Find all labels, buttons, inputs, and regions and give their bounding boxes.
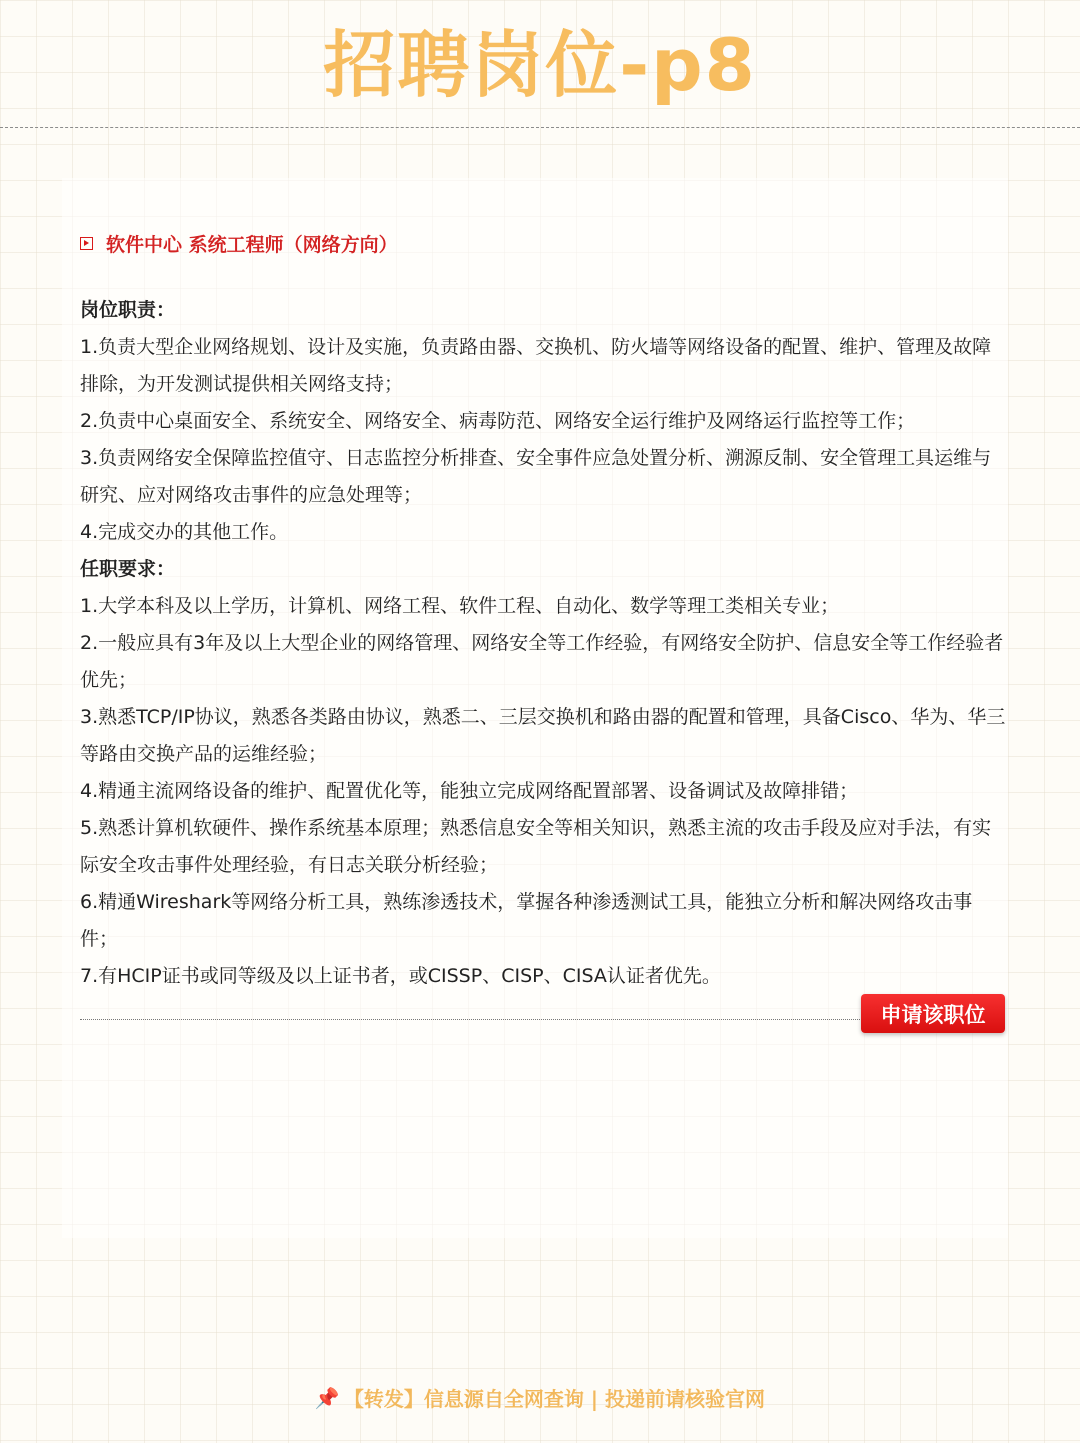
requirement-item: 6.精通Wireshark等网络分析工具，熟练渗透技术，掌握各种渗透测试工具，能独立分析和解决网络攻击事件； <box>80 891 973 950</box>
requirement-item: 3.熟悉TCP/IP协议，熟悉各类路由协议，熟悉二、三层交换机和路由器的配置和管理，具备Cisco、华为、华三等路由交换产品的运维经验； <box>80 706 1006 765</box>
duty-item: 2.负责中心桌面安全、系统安全、网络安全、病毒防范、网络安全运行维护及网络运行监控等工作； <box>80 410 916 432</box>
requirement-item: 2.一般应具有3年及以上大型企业的网络管理、网络安全等工作经验，有网络安全防护、信息安全等工作经验者优先； <box>80 632 1004 691</box>
requirements-heading: 任职要求： <box>80 558 176 580</box>
footer <box>0 1383 1080 1412</box>
duty-item: 1.负责大型企业网络规划、设计及实施，负责路由器、交换机、防火墙等网络设备的配置、维护、管理及故障排除，为开发测试提供相关网络支持； <box>80 336 992 395</box>
content-divider <box>80 1019 870 1020</box>
job-title: 软件中心 系统工程师（网络方向） <box>106 234 398 256</box>
apply-button[interactable]: 申请该职位 <box>861 994 1005 1033</box>
requirement-item: 7.有HCIP证书或同等级及以上证书者，或CISSP、CISP、CISA认证者优先。 <box>80 965 721 987</box>
square-play-icon <box>80 237 93 250</box>
job-header <box>80 230 398 257</box>
requirement-item: 1.大学本科及以上学历，计算机、网络工程、软件工程、自动化、数学等理工类相关专业； <box>80 595 840 617</box>
requirement-item: 4.精通主流网络设备的维护、配置优化等，能独立完成网络配置部署、设备调试及故障排错； <box>80 780 859 802</box>
pushpin-icon: 📌 <box>314 1385 340 1410</box>
duty-item: 3.负责网络安全保障监控值守、日志监控分析排查、安全事件应急处置分析、溯源反制、安全管理工具运维与研究、应对网络攻击事件的应急处理等； <box>80 447 992 506</box>
page-title: 招聘岗位-p8 <box>323 23 757 107</box>
header-divider <box>0 127 1080 128</box>
duty-item: 4.完成交办的其他工作。 <box>80 521 289 543</box>
footer-text: 【转发】信息源自全网查询 | 投递前请核验官网 <box>343 1387 766 1411</box>
duties-heading: 岗位职责： <box>80 299 176 321</box>
job-description <box>80 292 1010 995</box>
requirement-item: 5.熟悉计算机软硬件、操作系统基本原理；熟悉信息安全等相关知识，熟悉主流的攻击手段及应对手法，有实际安全攻击事件处理经验，有日志关联分析经验； <box>80 817 992 876</box>
